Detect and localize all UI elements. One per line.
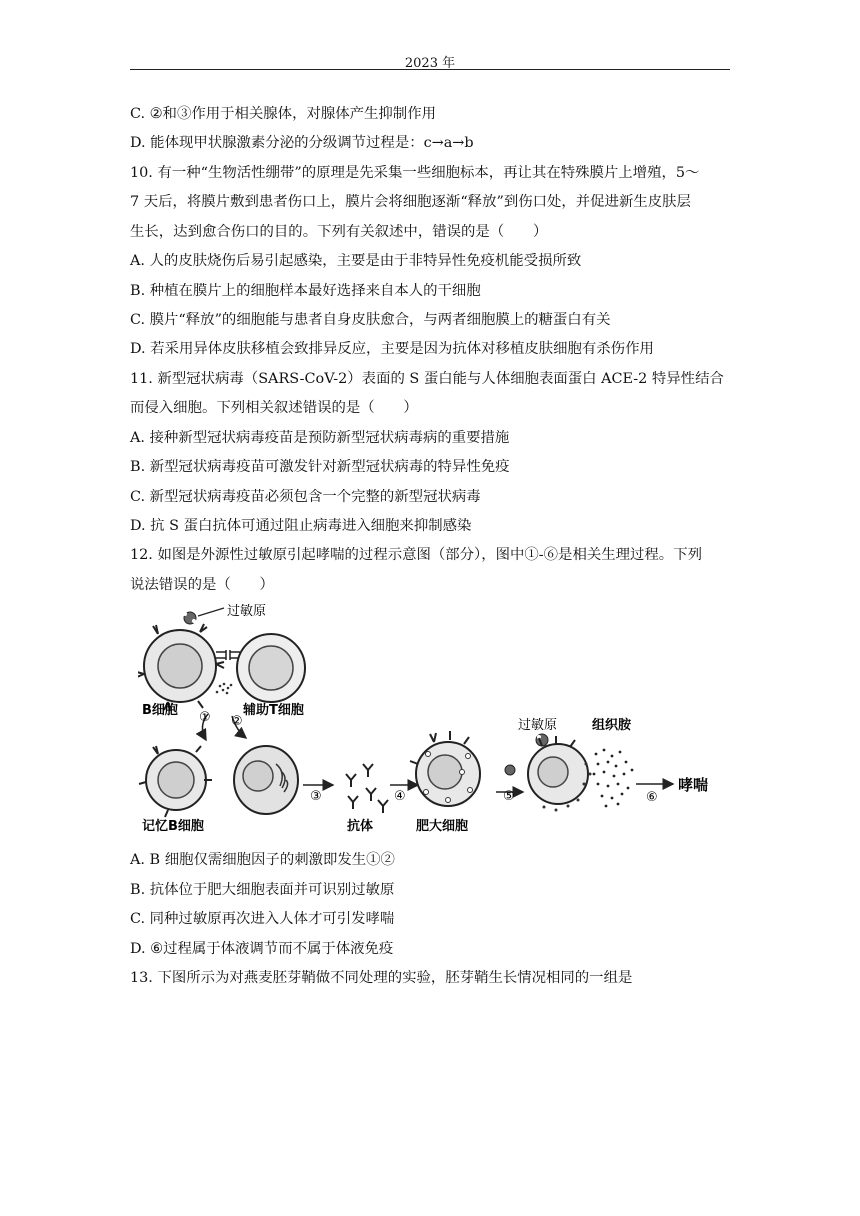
- step-6-label: ⑥: [646, 790, 658, 805]
- option-12b: B. 抗体位于肥大细胞表面并可识别过敏原: [130, 882, 395, 898]
- mast-cell: [410, 731, 480, 806]
- question-12-line-1: 12. 如图是外源性过敏原引起哮喘的过程示意图（部分），图中①-⑥是相关生理过程。下列: [130, 547, 702, 563]
- allergen-label-top: 过敏原: [227, 604, 267, 619]
- helper-t-label: 辅助T细胞: [243, 703, 304, 718]
- antibody-label: 抗体: [347, 819, 374, 834]
- histamine-particles: [593, 749, 634, 808]
- allergen-icon-top: [183, 608, 224, 624]
- option-12c: C. 同种过敏原再次进入人体才可引发哮喘: [130, 911, 395, 927]
- asthma-label: 哮喘: [678, 776, 709, 794]
- helper-t-cell: [237, 634, 305, 702]
- histamine-label: 组织胺: [592, 718, 632, 733]
- step-1-label: ①: [199, 710, 211, 725]
- option-11a: A. 接种新型冠状病毒疫苗是预防新型冠状病毒病的重要措施: [130, 430, 510, 446]
- question-11-line-1: 11. 新型冠状病毒（SARS-CoV-2）表面的 S 蛋白能与人体细胞表面蛋白 ACE-2 特异性结合: [130, 371, 724, 387]
- option-12a: A. B 细胞仅需细胞因子的刺激即发生①②: [130, 852, 395, 868]
- step-3-label: ③: [310, 789, 322, 804]
- memory-b-label: 记忆B细胞: [142, 819, 204, 834]
- b-cell-top: [138, 624, 224, 711]
- mast-cell-label: 肥大细胞: [416, 819, 469, 834]
- option-9d: D. 能体现甲状腺激素分泌的分级调节过程是：c→a→b: [130, 135, 474, 151]
- degranulating-mast-cell: [528, 736, 592, 812]
- page-header-year: 2023 年: [404, 56, 456, 71]
- plasma-cell: [234, 746, 298, 814]
- allergy-asthma-diagram: [138, 604, 723, 836]
- antibody-icons: [346, 764, 388, 813]
- option-10c: C. 膜片“释放”的细胞能与患者自身皮肤愈合，与两者细胞膜上的糖蛋白有关: [130, 312, 611, 328]
- question-11-line-2: 而侵入细胞。下列相关叙述错误的是（ ）: [130, 400, 418, 416]
- option-12d: D. ⑥过程属于体液调节而不属于体液免疫: [130, 941, 394, 957]
- option-11c: C. 新型冠状病毒疫苗必须包含一个完整的新型冠状病毒: [130, 489, 481, 505]
- option-9c: C. ②和③作用于相关腺体，对腺体产生抑制作用: [130, 106, 436, 122]
- b-cell-label: B细胞: [142, 703, 178, 718]
- memory-b-cell: [139, 746, 212, 817]
- step-5-label: ⑤: [503, 789, 515, 804]
- option-10d: D. 若采用异体皮肤移植会致排异反应，主要是因为抗体对移植皮肤细胞有杀伤作用: [130, 341, 654, 357]
- header-rule: [130, 69, 730, 70]
- step-2-label: ②: [231, 714, 243, 729]
- question-12-line-2: 说法错误的是（ ）: [130, 577, 274, 593]
- question-10-line-2: 7 天后，将膜片敷到患者伤口上，膜片会将细胞逐渐“释放”到伤口处，并促进新生皮肤层: [130, 194, 691, 210]
- question-13: 13. 下图所示为对燕麦胚芽鞘做不同处理的实验，胚芽鞘生长情况相同的一组是: [130, 970, 633, 986]
- question-10-line-3: 生长，达到愈合伤口的目的。下列有关叙述中，错误的是（ ）: [130, 224, 548, 240]
- allergen-icon-small: [505, 765, 515, 775]
- step-4-label: ④: [394, 789, 406, 804]
- question-10-line-1: 10. 有一种“生物活性绷带”的原理是先采集一些细胞标本，再让其在特殊膜片上增殖，5～: [130, 165, 700, 181]
- option-10b: B. 种植在膜片上的细胞样本最好选择来自本人的干细胞: [130, 283, 481, 299]
- allergen-label-2: 过敏原: [518, 718, 558, 733]
- option-11b: B. 新型冠状病毒疫苗可激发针对新型冠状病毒的特异性免疫: [130, 459, 510, 475]
- option-10a: A. 人的皮肤烧伤后易引起感染，主要是由于非特异性免疫机能受损所致: [130, 253, 582, 269]
- option-11d: D. 抗 S 蛋白抗体可通过阻止病毒进入细胞来抑制感染: [130, 518, 472, 534]
